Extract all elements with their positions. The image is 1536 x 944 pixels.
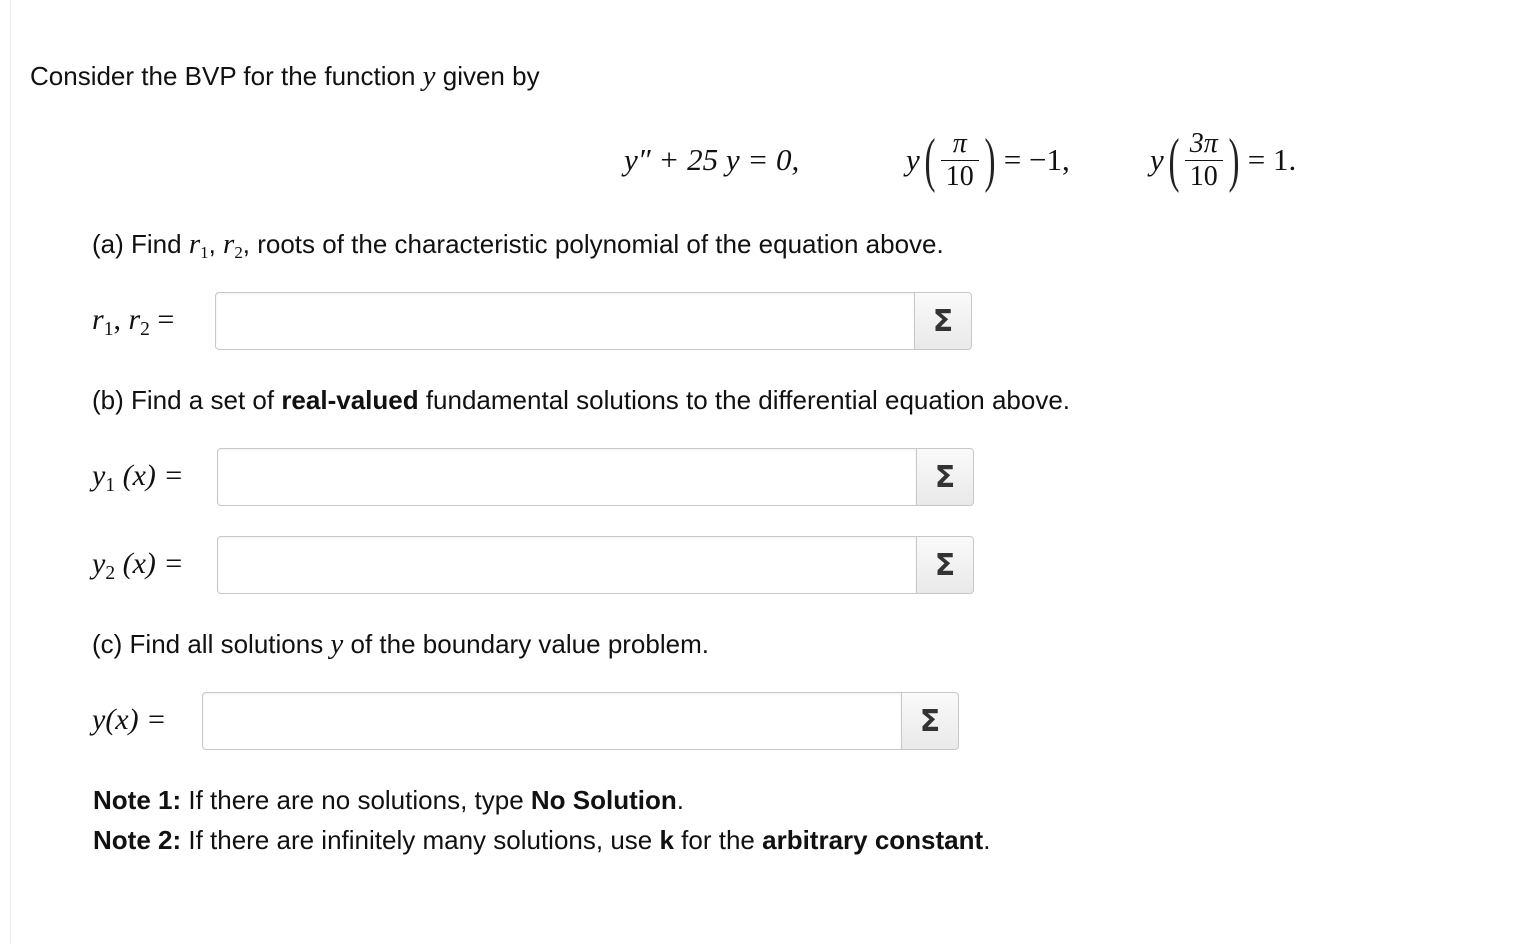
- boundary-condition-1: y ( $\frac{\pi}{10}$ ) = −1,: [906, 127, 1070, 193]
- r1-r2-label: $r_1$, $r_2$ =: [92, 303, 175, 340]
- ode-equation: y″ + 25 y = 0,: [624, 142, 800, 177]
- left-divider: [10, 0, 11, 944]
- y2-answer-box: [217, 536, 974, 594]
- part-a-question: (a) Find $r_1$, $r_2$, roots of the characteristic polynomial of the equation above.: [92, 228, 944, 263]
- intro-text: Consider the BVP for the function y given by: [30, 60, 540, 92]
- y1-label: $y_1$ (x) =: [92, 459, 184, 496]
- y1-input[interactable]: [217, 448, 916, 506]
- sigma-icon[interactable]: Σ: [916, 536, 974, 594]
- part-c-question: (c) Find all solutions y of the boundary value problem.: [92, 628, 709, 660]
- r1-r2-answer-box: [215, 292, 972, 350]
- y-solution-input[interactable]: [202, 692, 901, 750]
- y-solution-label: y(x) =: [92, 703, 167, 736]
- y-solution-answer-box: [202, 692, 959, 750]
- sigma-icon[interactable]: Σ: [916, 448, 974, 506]
- boundary-condition-2: y ( $\frac{3\pi}{10}$ ) = 1.: [1150, 127, 1297, 193]
- note-2: Note 2: If there are infinitely many solutions, use k for the arbitrary constant.: [93, 825, 991, 855]
- y2-input[interactable]: [217, 536, 916, 594]
- part-b-question: (b) Find a set of real-valued fundamental solutions to the differential equation above.: [92, 385, 1071, 415]
- sigma-icon[interactable]: Σ: [901, 692, 959, 750]
- y2-label: $y_2$ (x) =: [92, 547, 184, 584]
- r1-r2-input[interactable]: [215, 292, 914, 350]
- sigma-icon[interactable]: Σ: [914, 292, 972, 350]
- y1-answer-box: [217, 448, 974, 506]
- note-1: Note 1: If there are no solutions, type No Solution.: [93, 785, 684, 815]
